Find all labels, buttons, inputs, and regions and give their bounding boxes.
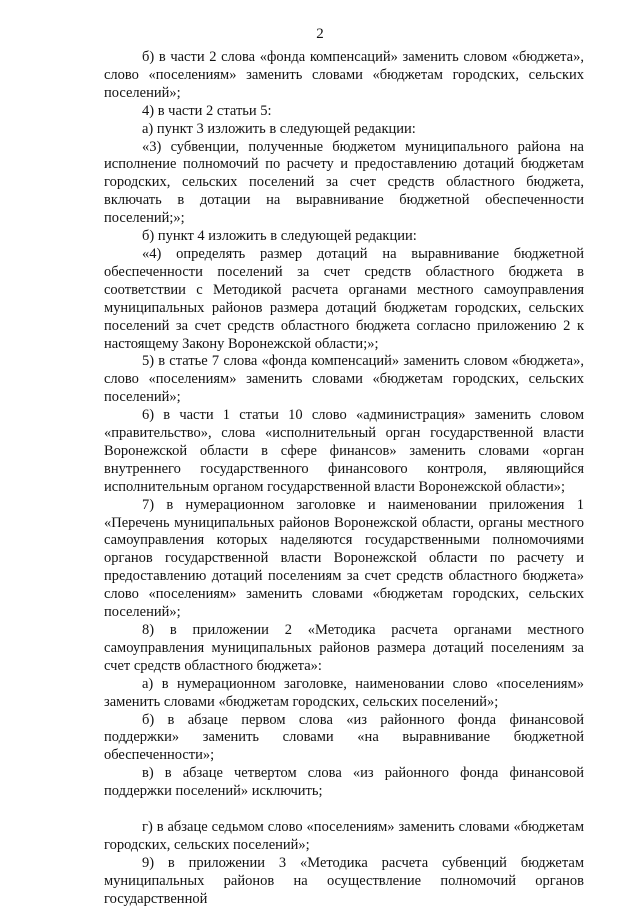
paragraph <box>104 139 584 229</box>
paragraph <box>104 407 584 497</box>
paragraph-text: а) в нумерационном заголовке, наименовании слово «поселениям» заменить словами «бюджетам городских, сельских поселений»; <box>104 675 584 710</box>
paragraph-text: 8) в приложении 2 «Методика расчета органами местного самоуправления муниципальных районов размера дотаций поселениям за счет средств областного бюджета»: <box>104 622 584 674</box>
paragraph <box>104 676 584 712</box>
paragraph-text: б) в абзаце первом слова «из районного фонда финансовой поддержки» заменить словами «на выравнивание бюджетной обеспеченности»; <box>104 711 584 764</box>
paragraph <box>104 353 584 407</box>
paragraph <box>104 855 584 909</box>
paragraph-text: б) в части 2 слова «фонда компенсаций» заменить словом «бюджета», слово «поселениям» заменить словами «бюджетам городских, сельских поселений»; <box>104 49 584 101</box>
paragraph-text: 7) в нумерационном заголовке и наименовании приложения 1 «Перечень муниципальных районов Воронежской области, органы местного самоуправления которых наделяются государственными полномочиями органов государственной власти Воронежской области по расчету и предоставлению дотаций поселениям за счет средств областного бюджета» слово «поселениям» заменить словами «бюджетам городских, сельских поселений»; <box>104 496 584 621</box>
paragraph-text: «3) субвенции, полученные бюджетом муниципального района на исполнение полномочий по расчету и предоставлению дотаций бюджетам городских, сельских поселений за счет средств областного бюджета, включать в дотации на выравнивание бюджетной обеспеченности поселений;»; <box>104 138 584 227</box>
paragraph <box>104 497 584 622</box>
paragraph-text: а) пункт 3 изложить в следующей редакции: <box>142 120 416 137</box>
paragraph-text: 6) в части 1 статьи 10 слово «администрация» заменить словом «правительство», слова «исполнительный орган государственной власти Воронежской области в сфере финансов» заменить словами «орган внутреннего государственного финансового контроля, являющийся исполнительным органом государственной власти Воронежской области»; <box>104 407 584 495</box>
paragraph <box>104 103 584 121</box>
paragraph <box>104 712 584 766</box>
paragraph-text: б) пункт 4 изложить в следующей редакции: <box>142 228 417 245</box>
paragraph <box>104 228 584 246</box>
paragraph <box>104 246 584 353</box>
paragraph-text: 4) в части 2 статьи 5: <box>142 102 272 119</box>
paragraph <box>104 622 584 676</box>
paragraph <box>104 49 584 103</box>
paragraph-text: 5) в статье 7 слова «фонда компенсаций» заменить словом «бюджета», слово «поселениям» заменить словами «бюджетам городских, сельских поселений»; <box>104 353 584 406</box>
paragraph <box>104 765 584 801</box>
paragraph-text: 9) в приложении 3 «Методика расчета субвенций бюджетам муниципальных районов на осуществление полномочий органов государственной <box>104 854 584 907</box>
paragraph-text: г) в абзаце седьмом слово «поселениям» заменить словами «бюджетам городских, сельских поселений»; <box>104 819 584 853</box>
page-number: 2 <box>316 26 324 42</box>
document-body <box>104 49 584 909</box>
paragraph-text: «4) определять размер дотаций на выравнивание бюджетной обеспеченности поселений за счет средств областного бюджета в соответствии с Методикой расчета органами местного самоуправления муниципальных районов размера дотаций бюджетам городских, сельских поселений за счет средств областного бюджета согласно приложению 2 к настоящему Закону Воронежской области;»; <box>104 245 584 352</box>
paragraph <box>104 819 584 855</box>
paragraph-text: в) в абзаце четвертом слова «из районного фонда финансовой поддержки поселений» исключить; <box>104 765 584 800</box>
paragraph <box>104 121 584 139</box>
